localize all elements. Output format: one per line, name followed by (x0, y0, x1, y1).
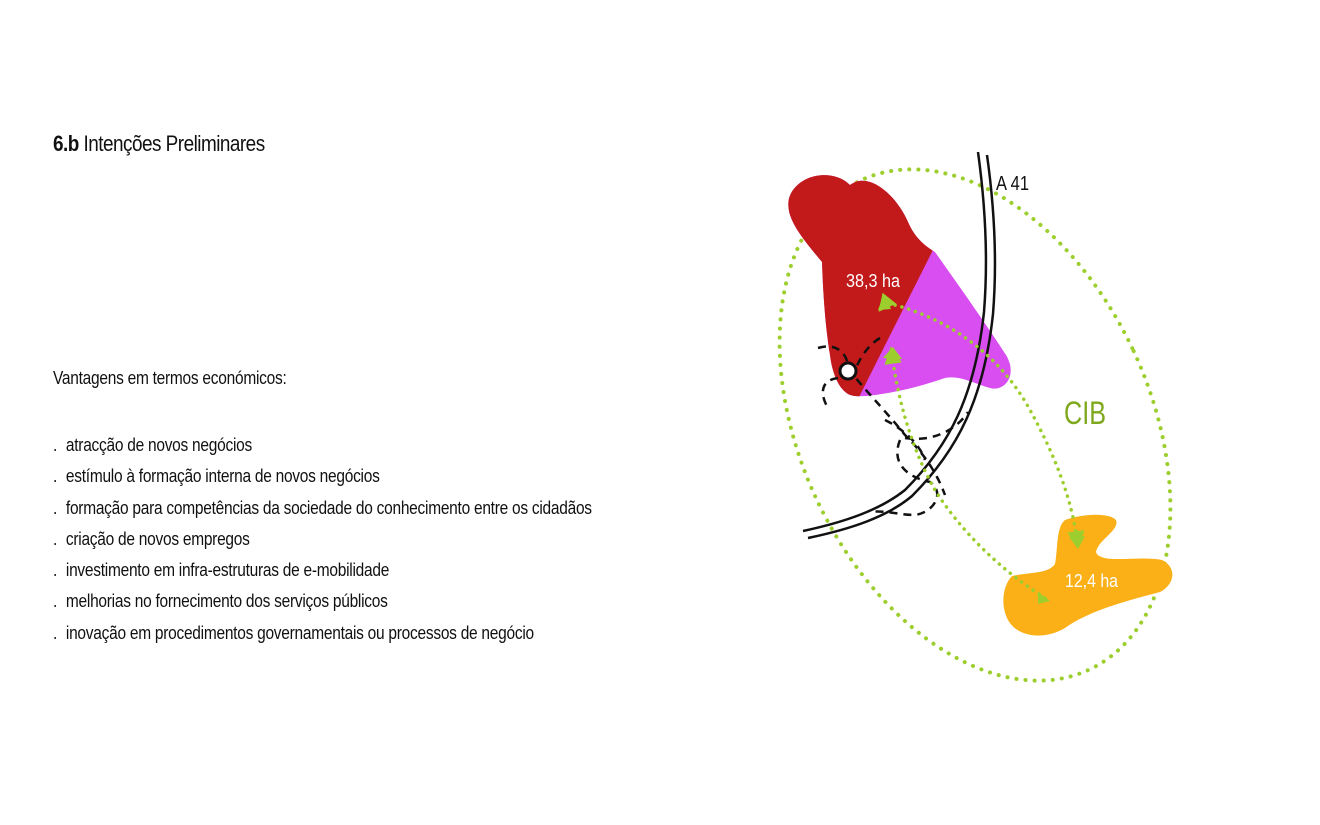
cib-label: CIB (1064, 395, 1106, 431)
list-item: . investimento em infra-estruturas de e-mobilidade (53, 560, 390, 581)
area-south-label: 12,4 ha (1065, 571, 1119, 591)
list-item: . inovação em procedimentos governamentais ou processos de negócio (53, 622, 534, 643)
list-item: . atracção de novos negócios (53, 435, 252, 455)
advantages-heading: Vantagens em termos económicos: (53, 368, 287, 388)
road-label: A 41 (996, 173, 1029, 195)
list-item: . melhorias no fornecimento dos serviços públicos (53, 591, 388, 612)
list-item: . criação de novos empregos (53, 528, 250, 549)
section-title: Intenções Preliminares (83, 131, 265, 156)
section-number: 6.b (53, 131, 79, 156)
area-north-label: 38,3 ha (846, 271, 901, 291)
cib-boundary-ellipse (702, 106, 1247, 743)
list-item: . formação para competências da sociedade do conhecimento entre os cidadãos (53, 497, 592, 518)
list-item: . estímulo à formação interna de novos negócios (53, 466, 380, 487)
roundabout (840, 363, 856, 379)
